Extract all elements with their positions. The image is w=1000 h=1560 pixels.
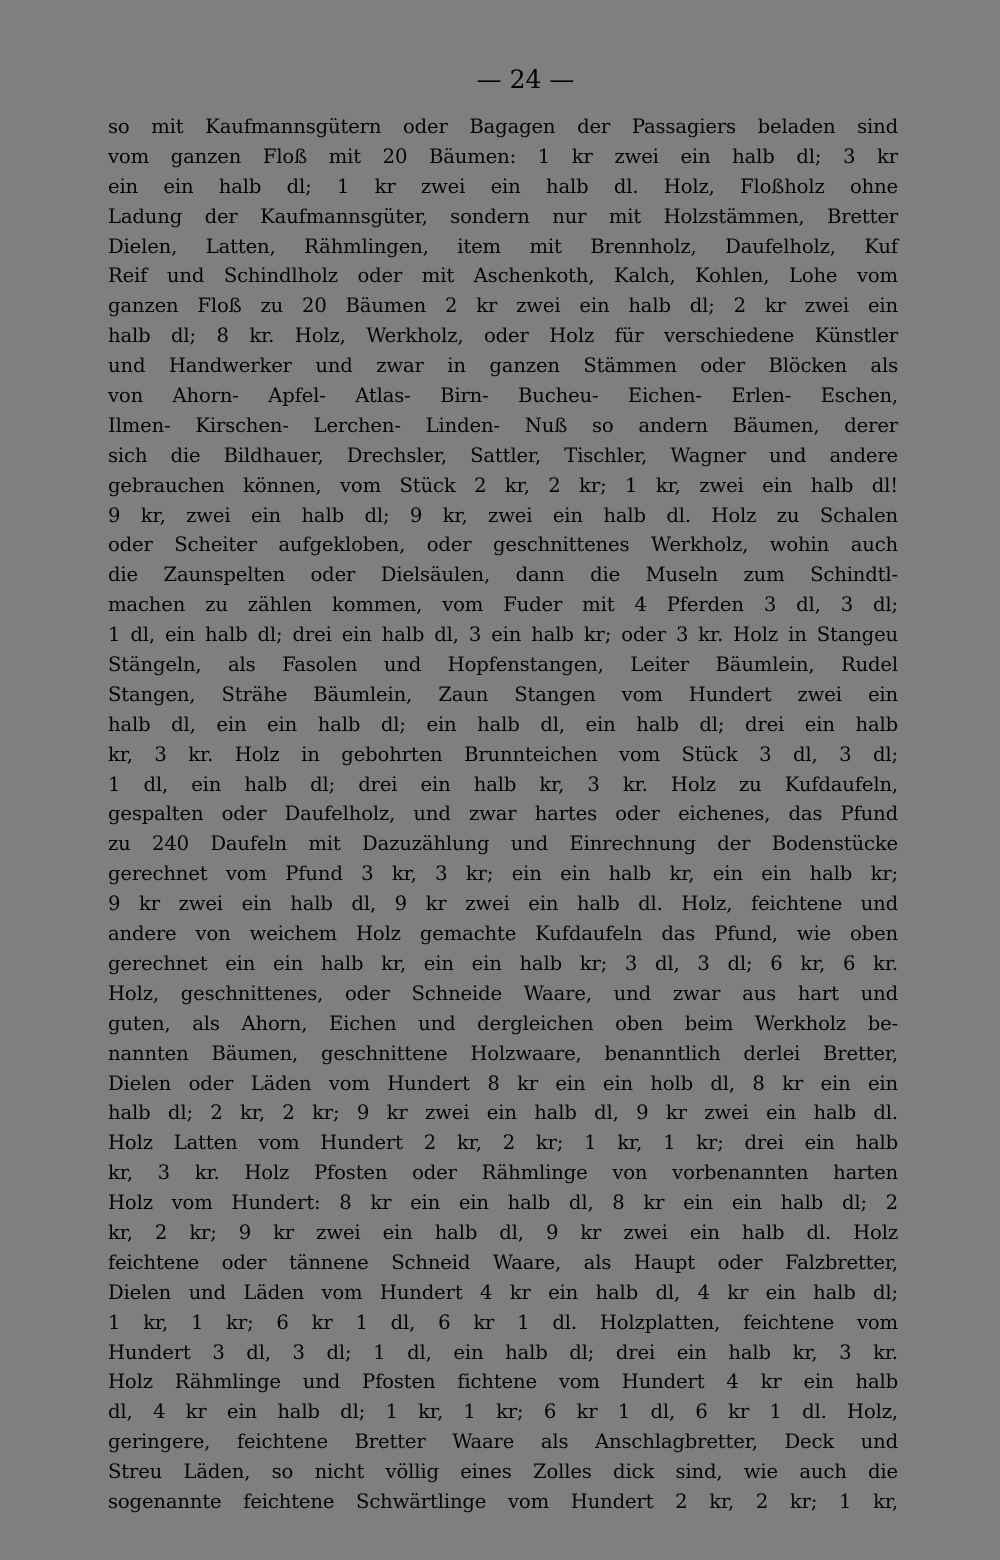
text-line: Reif und Schindlholz oder mit Aschenkoth, Kalch, Kohlen, Lohe vom	[108, 264, 898, 288]
text-line: 1 dl, ein halb dl; drei ein halb dl, 3 ein halb kr; oder 3 kr. Holz in Stangeu	[108, 623, 898, 647]
book-page	[108, 60, 898, 1517]
text-line: Dielen, Latten, Rähmlingen, item mit Brennholz, Daufelholz, Kuf	[108, 234, 898, 258]
text-line: gebrauchen können, vom Stück 2 kr, 2 kr; 1 kr, zwei ein halb dl!	[108, 473, 898, 497]
text-line: 9 kr zwei ein halb dl, 9 kr zwei ein halb dl. Holz, feichtene und	[108, 892, 898, 916]
text-line: Ladung der Kaufmannsgüter, sondern nur mit Holzstämmen, Bretter	[108, 204, 898, 228]
body-text	[108, 112, 898, 1517]
text-line: guten, als Ahorn, Eichen und dergleichen oben beim Werkholz be-	[108, 1011, 898, 1035]
text-line: feichtene oder tännene Schneid Waare, als Haupt oder Falzbretter,	[108, 1250, 898, 1274]
text-line: ein ein halb dl; 1 kr zwei ein halb dl. Holz, Floßholz ohne	[108, 174, 898, 198]
text-line: Hundert 3 dl, 3 dl; 1 dl, ein halb dl; drei ein halb kr, 3 kr.	[108, 1340, 898, 1364]
text-line: nannten Bäumen, geschnittene Holzwaare, benanntlich derlei Bretter,	[108, 1041, 898, 1065]
text-line: vom ganzen Floß mit 20 Bäumen: 1 kr zwei ein halb dl; 3 kr	[108, 144, 898, 168]
text-line: Stangen, Strähe Bäumlein, Zaun Stangen vom Hundert zwei ein	[108, 682, 898, 706]
text-line: gespalten oder Daufelholz, und zwar hartes oder eichenes, das Pfund	[108, 802, 898, 826]
text-line: Holz, geschnittenes, oder Schneide Waare, und zwar aus hart und	[108, 981, 898, 1005]
text-line: so mit Kaufmannsgütern oder Bagagen der Passagiers beladen sind	[108, 115, 898, 138]
text-line: kr, 3 kr. Holz in gebohrten Brunnteichen vom Stück 3 dl, 3 dl;	[108, 742, 898, 766]
text-line: gerechnet vom Pfund 3 kr, 3 kr; ein ein halb kr, ein ein halb kr;	[108, 862, 898, 886]
text-line: zu 240 Daufeln mit Dazuzählung und Einrechnung der Bodenstücke	[108, 832, 898, 856]
text-line: und Handwerker und zwar in ganzen Stämmen oder Blöcken als	[108, 354, 898, 378]
text-line: Streu Läden, so nicht völlig eines Zolles dick sind, wie auch die	[108, 1460, 898, 1484]
text-line: 1 kr, 1 kr; 6 kr 1 dl, 6 kr 1 dl. Holzplatten, feichtene vom	[108, 1310, 898, 1334]
text-line: Holz Rähmlinge und Pfosten fichtene vom Hundert 4 kr ein halb	[108, 1370, 898, 1394]
text-line: halb dl; 2 kr, 2 kr; 9 kr zwei ein halb dl, 9 kr zwei ein halb dl.	[108, 1101, 898, 1125]
text-line: die Zaunspelten oder Dielsäulen, dann die Museln zum Schindtl-	[108, 563, 898, 587]
text-line: Holz vom Hundert: 8 kr ein ein halb dl, 8 kr ein ein halb dl; 2	[108, 1191, 898, 1215]
text-line: geringere, feichtene Bretter Waare als Anschlagbretter, Deck und	[108, 1430, 898, 1454]
text-line: 9 kr, zwei ein halb dl; 9 kr, zwei ein halb dl. Holz zu Schalen	[108, 503, 898, 527]
text-line: andere von weichem Holz gemachte Kufdaufeln das Pfund, wie oben	[108, 922, 898, 946]
page-number: — 24 —	[476, 65, 575, 94]
text-line: von Ahorn- Apfel- Atlas- Birn- Bucheu- Eichen- Erlen- Eschen,	[108, 384, 898, 408]
text-line: Ilmen- Kirschen- Lerchen- Linden- Nuß so andern Bäumen, derer	[108, 413, 898, 437]
text-line: Stängeln, als Fasolen und Hopfenstangen, Leiter Bäumlein, Rudel	[108, 653, 898, 677]
text-line: machen zu zählen kommen, vom Fuder mit 4 Pferden 3 dl, 3 dl;	[108, 593, 898, 617]
text-line: sich die Bildhauer, Drechsler, Sattler, Tischler, Wagner und andere	[108, 443, 898, 467]
text-line: sogenannte feichtene Schwärtlinge vom Hundert 2 kr, 2 kr; 1 kr,	[108, 1489, 898, 1513]
text-line: Dielen und Läden vom Hundert 4 kr ein halb dl, 4 kr ein halb dl;	[108, 1280, 898, 1304]
text-line: ganzen Floß zu 20 Bäumen 2 kr zwei ein halb dl; 2 kr zwei ein	[108, 294, 898, 318]
text-line: halb dl, ein ein halb dl; ein halb dl, ein halb dl; drei ein halb	[108, 712, 898, 736]
text-line: halb dl; 8 kr. Holz, Werkholz, oder Holz für verschiedene Künstler	[108, 324, 898, 348]
text-line: gerechnet ein ein halb kr, ein ein halb kr; 3 dl, 3 dl; 6 kr, 6 kr.	[108, 951, 898, 975]
text-line: oder Scheiter aufgekloben, oder geschnittenes Werkholz, wohin auch	[108, 533, 898, 557]
text-line: kr, 2 kr; 9 kr zwei ein halb dl, 9 kr zwei ein halb dl. Holz	[108, 1220, 898, 1244]
text-line: dl, 4 kr ein halb dl; 1 kr, 1 kr; 6 kr 1 dl, 6 kr 1 dl. Holz,	[108, 1400, 898, 1424]
text-line: kr, 3 kr. Holz Pfosten oder Rähmlinge von vorbenannten harten	[108, 1161, 898, 1185]
text-line: Dielen oder Läden vom Hundert 8 kr ein ein holb dl, 8 kr ein ein	[108, 1071, 898, 1095]
text-line: 1 dl, ein halb dl; drei ein halb kr, 3 kr. Holz zu Kufdaufeln,	[108, 772, 898, 796]
text-line: Holz Latten vom Hundert 2 kr, 2 kr; 1 kr, 1 kr; drei ein halb	[108, 1131, 898, 1155]
